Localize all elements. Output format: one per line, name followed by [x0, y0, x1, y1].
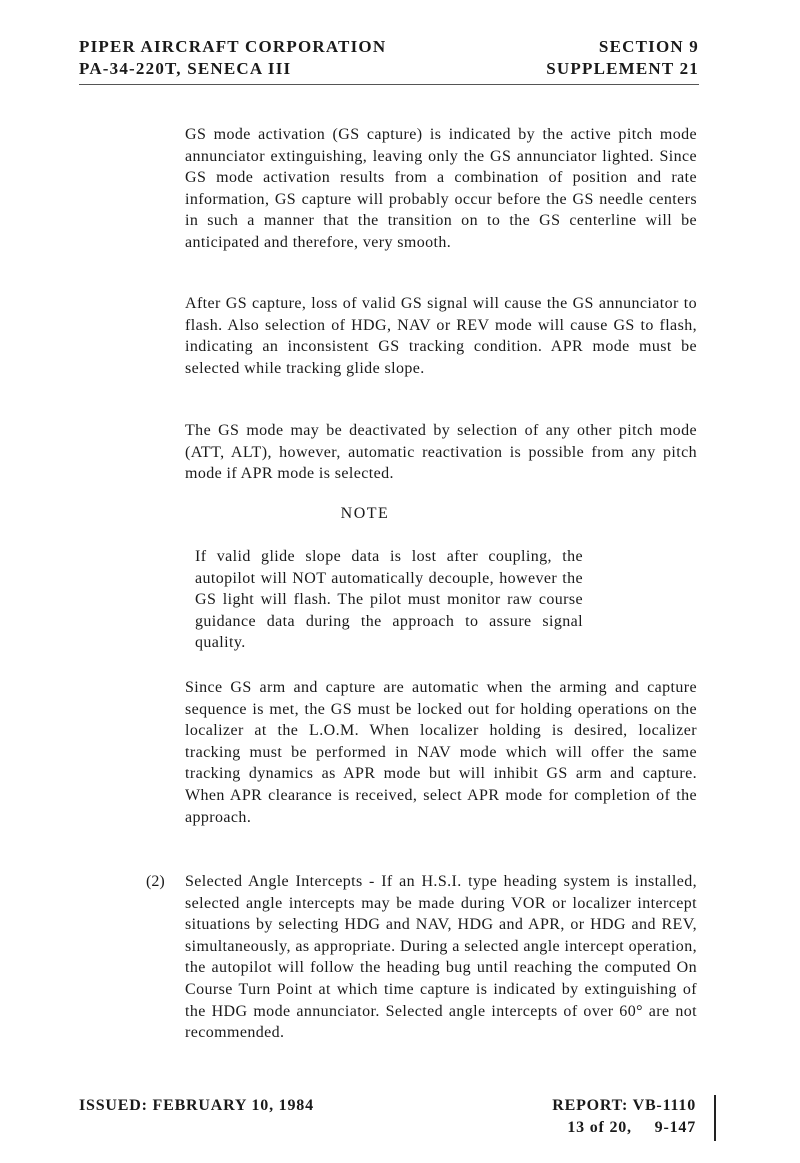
aircraft-model: PA-34-220T, SENECA III	[79, 59, 292, 78]
header-left	[79, 36, 386, 80]
footer-right	[552, 1095, 696, 1139]
note-title: NOTE	[340, 505, 390, 522]
paragraph-gs-signal-loss: After GS capture, loss of valid GS signal will cause the GS annunciator to flash. Also selection of HDG, NAV or REV mode will cause GS to flash, indicating an inconsistent GS tracking condition. APR mode must be selected while tracking glide slope.	[185, 295, 697, 377]
revision-label: 13 of 20,	[567, 1119, 632, 1136]
header-right	[546, 36, 699, 80]
paragraph-gs-lockout: Since GS arm and capture are automatic when the arming and capture sequence is met, the GS must be locked out for holding operations on the localizer at the L.O.M. When localizer holding is desired, localizer tracking must be performed in NAV mode which will offer the same tracking dynamics as APR mode but will inhibit GS arm and capture. When APR clearance is received, select APR mode for completion of the approach.	[185, 679, 697, 826]
revision-change-bar	[714, 1095, 716, 1141]
report-number: REPORT: VB-1110	[552, 1097, 696, 1114]
issued-date: ISSUED: FEBRUARY 10, 1984	[79, 1097, 314, 1114]
section-label: SECTION 9	[598, 37, 699, 56]
list-item-number: (2)	[146, 873, 165, 890]
supplement-label: SUPPLEMENT 21	[546, 59, 699, 78]
company-name: PIPER AIRCRAFT CORPORATION	[79, 37, 387, 56]
list-item-selected-angle-intercepts: Selected Angle Intercepts - If an H.S.I. type heading system is installed, selected angle intercepts may be made during VOR or localizer intercept situations by selecting HDG and NAV, HDG and APR, or HDG and REV, simultaneously, as appropriate. During a selected angle intercept operation, the autopilot will follow the heading bug until reaching the computed On Course Turn Point at which time capture is indicated by extinguishing of the HDG mode annunciator. Selected angle intercepts of over 60° are not recommended.	[185, 873, 697, 1042]
page-info	[552, 1117, 696, 1139]
paragraph-gs-deactivation: The GS mode may be deactivated by selection of any other pitch mode (ATT, ALT), however, automatic reactivation is possible from any pitch mode if APR mode is selected.	[185, 422, 697, 483]
note-text: If valid glide slope data is lost after coupling, the autopilot will NOT automatically decouple, however the GS light will flash. The pilot must monitor raw course guidance data during the approach to assure signal quality.	[195, 548, 583, 652]
paragraph-gs-capture: GS mode activation (GS capture) is indicated by the active pitch mode annunciator extinguishing, leaving only the GS annunciator lighted. Since GS mode activation results from a combination of position and rate information, GS capture will probably occur before the GS needle centers in such a manner that the transition on to the GS centerline will be anticipated and therefore, very smooth.	[185, 126, 697, 251]
header-divider	[79, 84, 699, 85]
page-number: 9-147	[654, 1119, 696, 1136]
